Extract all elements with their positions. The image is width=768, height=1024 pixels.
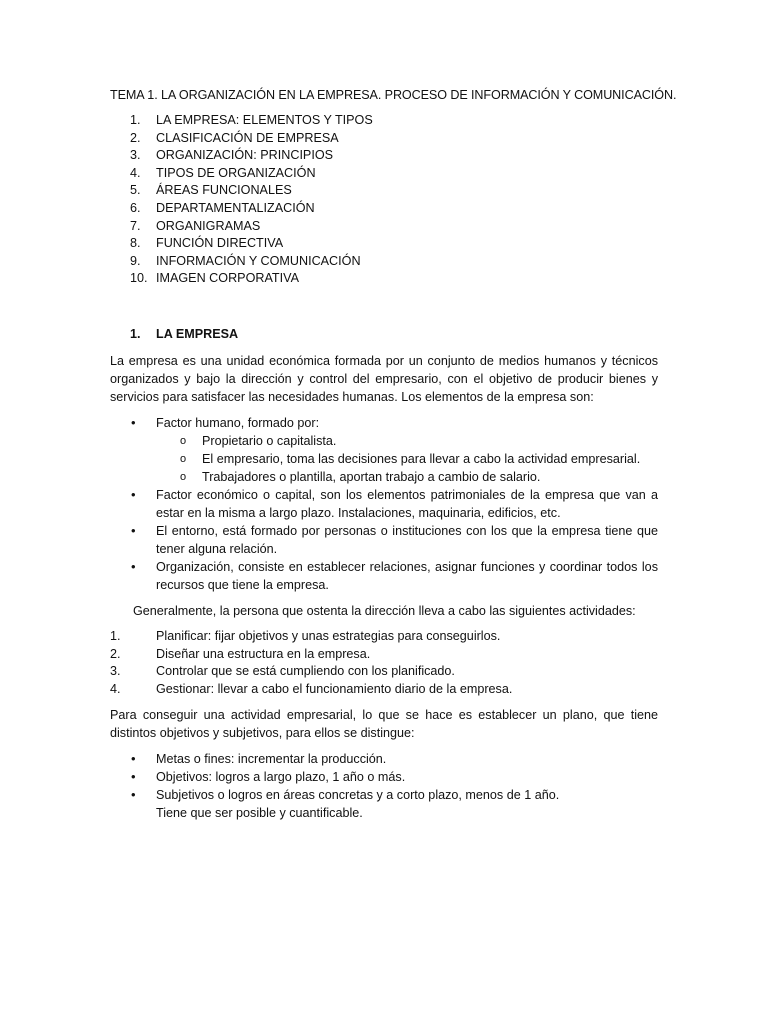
list-item: • El entorno, está formado por personas o instituciones con los que la empresa tiene que tener alguna relación.: [131, 522, 658, 556]
sub-list-item: o Propietario o capitalista.: [180, 433, 337, 448]
list-item: 2. Diseñar una estructura en la empresa.: [110, 646, 371, 661]
toc-item: 7. ORGANIGRAMAS: [130, 218, 261, 233]
activities-list: [110, 628, 658, 698]
plan-paragraph: Para conseguir una actividad empresarial, lo que se hace es establecer un plano, que tiene distintos objetivos y subjetivos, para ellos se distingue:: [110, 708, 658, 741]
intro-paragraph: La empresa es una unidad económica formada por un conjunto de medios humanos y técnicos organizados y bajo la dirección y control del empresario, con el objetivo de producir bienes y servicios para satisfacer las necesidades humanas. Los elementos de la empresa son:: [110, 353, 658, 404]
elements-list: [110, 414, 658, 594]
list-item: 1. Planificar: fijar objetivos y unas estrategias para conseguirlos.: [110, 628, 501, 643]
toc-item: 2. CLASIFICACIÓN DE EMPRESA: [130, 130, 339, 145]
toc-item: 1. LA EMPRESA: ELEMENTOS Y TIPOS: [130, 113, 373, 127]
bullet-icon: •: [131, 486, 136, 502]
bullet-icon: •: [131, 558, 136, 574]
sub-list-item: o El empresario, toma las decisiones para llevar a cabo la actividad empresarial.: [180, 451, 641, 466]
toc-item: 9. INFORMACIÓN Y COMUNICACIÓN: [130, 253, 361, 268]
document-title: TEMA 1. LA ORGANIZACIÓN EN LA EMPRESA. PROCESO DE INFORMACIÓN Y COMUNICACIÓN.: [110, 88, 677, 102]
bullet-icon: •: [131, 522, 136, 538]
list-item: • Organización, consiste en establecer relaciones, asignar funciones y coordinar todos los recursos que tiene la empresa.: [131, 558, 658, 592]
toc-item: 3. ORGANIZACIÓN: PRINCIPIOS: [130, 148, 334, 163]
toc-item: 6. DEPARTAMENTALIZACIÓN: [130, 200, 315, 215]
goals-list: [110, 750, 658, 822]
toc-item: 10. IMAGEN CORPORATIVA: [130, 271, 299, 286]
circle-bullet-icon: o: [180, 470, 187, 483]
bullet-icon: •: [131, 769, 136, 785]
document-page: [110, 86, 677, 822]
circle-bullet-icon: o: [180, 434, 187, 447]
section-heading: 1. LA EMPRESA: [130, 326, 239, 341]
bullet-icon: •: [131, 751, 136, 767]
list-item: • Metas o fines: incrementar la producción.: [131, 751, 387, 767]
list-item: • Factor económico o capital, son los elementos patrimoniales de la empresa que van a estar en la misma a largo plazo. Instalaciones, maquinaria, edificios, etc.: [131, 486, 658, 520]
goals-note: Tiene que ser posible y cuantificable.: [156, 806, 363, 821]
list-item: 4. Gestionar: llevar a cabo el funcionamiento diario de la empresa.: [110, 681, 513, 696]
list-item: • Objetivos: logros a largo plazo, 1 año o más.: [131, 769, 406, 785]
circle-bullet-icon: o: [180, 452, 187, 465]
table-of-contents: [110, 112, 658, 288]
toc-item: 5. ÁREAS FUNCIONALES: [130, 183, 292, 198]
list-item: • Factor humano, formado por: o Propietario o capitalista. o El empresario, toma las decisiones para llevar a cabo la actividad empresarial. o Trabajadores o plantilla, aportan trabajo a cambio de salario.: [110, 414, 658, 486]
sub-list-item: o Trabajadores o plantilla, aportan trabajo a cambio de salario.: [180, 469, 541, 484]
bullet-icon: •: [131, 787, 136, 803]
toc-item: 8. FUNCIÓN DIRECTIVA: [130, 236, 284, 251]
toc-item: 4. TIPOS DE ORGANIZACIÓN: [130, 165, 316, 180]
human-factor-sublist: [156, 432, 658, 486]
list-item: • Subjetivos o logros en áreas concretas y a corto plazo, menos de 1 año. Tiene que ser posible y cuantificable.: [110, 786, 658, 822]
list-item: 3. Controlar que se está cumpliendo con los planificado.: [110, 664, 455, 679]
bullet-icon: •: [131, 414, 136, 430]
direction-paragraph: Generalmente, la persona que ostenta la dirección lleva a cabo las siguientes actividades:: [133, 603, 636, 618]
